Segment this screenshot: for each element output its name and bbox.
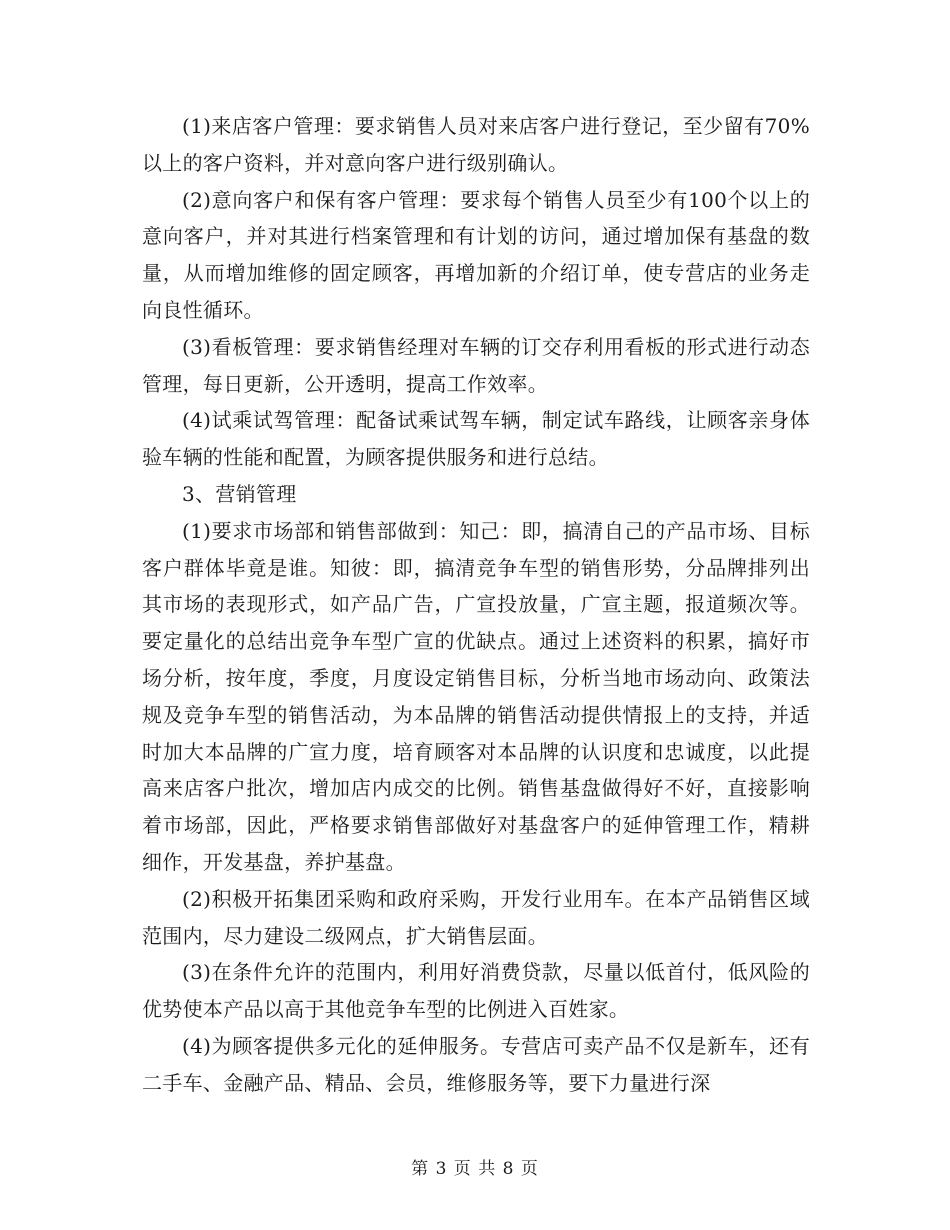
paragraph-4: (4)试乘试驾管理：配备试乘试驾车辆，制定试车路线，让顾客亲身体验车辆的性能和配置，为顾客提供服务和进行总结。 — [142, 408, 810, 470]
paragraph-8: (3)在条件允许的范围内，利用好消费贷款，尽量以低首付，低风险的优势使本产品以高于其他竞争车型的比例进入百姓家。 — [142, 960, 810, 1022]
paragraph-6: (1)要求市场部和销售部做到：知己：即，搞清自己的产品市场、目标客户群体毕竟是谁。知彼：即，搞清竞争车型的销售形势，分品牌排列出其市场的表现形式，如产品广告，广宣投放量，广宣主题，报道频次等。要定量化的总结出竞争车型广宣的优缺点。通过上述资料的积累，搞好市场分析，按年度，季度，月度设定销售目标，分析当地市场动向、政策法规及竞争车型的销售活动，为本品牌的销售活动提供情报上的支持，并适时加大本品牌的广宣力度，培育顾客对本品牌的认识度和忠诚度，以此提高来店客户批次，增加店内成交的比例。销售基盘做得好不好，直接影响着市场部，因此，严格要求销售部做好对基盘客户的延伸管理工作，精耕细作，开发基盘，养护基盘。 — [142, 518, 810, 874]
paragraph-7: (2)积极开拓集团采购和政府采购，开发行业用车。在本产品销售区域范围内，尽力建设二级网点，扩大销售层面。 — [142, 886, 810, 948]
paragraph-9: (4)为顾客提供多元化的延伸服务。专营店可卖产品不仅是新车，还有二手车、金融产品、精品、会员，维修服务等，要下力量进行深 — [142, 1033, 810, 1095]
paragraph-3: (3)看板管理：要求销售经理对车辆的订交存利用看板的形式进行动态管理，每日更新，公开透明，提高工作效率。 — [142, 334, 810, 396]
paragraph-2: (2)意向客户和保有客户管理：要求每个销售人员至少有100个以上的意向客户，并对其进行档案管理和有计划的访问，通过增加保有基盘的数量，从而增加维修的固定顾客，再增加新的介绍订单，使专营店的业务走向良性循环。 — [142, 187, 810, 322]
section-heading-marketing: 3、营销管理 — [182, 481, 297, 506]
paragraph-1: (1)来店客户管理：要求销售人员对来店客户进行登记，至少留有70%以上的客户资料，并对意向客户进行级别确认。 — [142, 114, 810, 175]
document-body — [142, 108, 810, 1102]
page-number-footer: 第 3 页 共 8 页 — [411, 1159, 539, 1179]
